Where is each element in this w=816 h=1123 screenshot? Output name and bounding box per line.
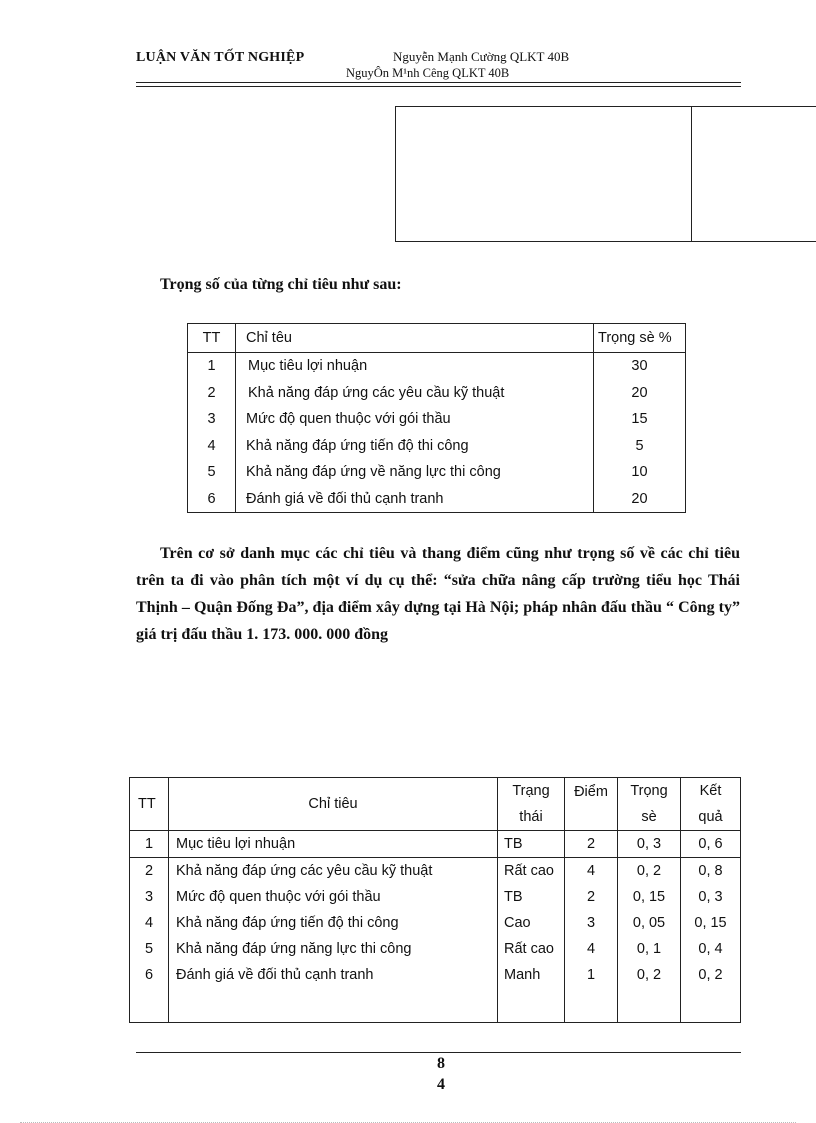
cell-result: 0, 15 — [694, 915, 727, 931]
table-row — [188, 486, 686, 513]
cell-name: Khả năng đáp ứng các yêu cầu kỹ thuật — [169, 858, 498, 885]
cell-empty — [565, 988, 618, 1023]
table-row — [188, 380, 686, 407]
cell-name: Khả năng đáp ứng tiến độ thi công — [169, 910, 498, 936]
header-author: Nguyễn Mạnh Cường QLKT 40B — [393, 49, 570, 64]
cell-tt: 4 — [130, 910, 169, 936]
col-state-header-line2: thái — [498, 804, 565, 831]
cell-weight: 0, 2 — [618, 858, 681, 885]
cell-empty — [498, 988, 565, 1023]
table-row — [188, 433, 686, 460]
table-row — [130, 831, 741, 858]
cell-result: 0, 6 — [681, 831, 741, 858]
cell-score: 4 — [565, 936, 618, 962]
cell-name: Khả năng đáp ứng các yêu cầu kỹ thuật — [236, 380, 594, 407]
cell-state: Cao — [498, 910, 565, 936]
col-state-header-line1: Trạng — [498, 778, 565, 805]
cell-weight: 20 — [631, 490, 648, 507]
table-row — [188, 406, 686, 433]
cell-empty — [618, 988, 681, 1023]
cell-state: Rất cao — [498, 936, 565, 962]
cell-state: TB — [498, 831, 565, 858]
col-result-header-line2: quả — [698, 809, 723, 825]
cell-tt: 2 — [188, 380, 236, 407]
col-tt-header: TT — [188, 324, 236, 353]
col-name-header: Chỉ têu — [236, 324, 594, 353]
weights-table — [187, 323, 686, 513]
cell-name: Mức độ quen thuộc với gói thầu — [236, 406, 594, 433]
cell-tt: 5 — [130, 936, 169, 962]
cell-name: Đánh giá về đối thủ cạnh tranh — [169, 962, 498, 988]
cell-tt: 3 — [130, 884, 169, 910]
cell-weight: 15 — [631, 411, 648, 428]
cell-empty — [681, 988, 741, 1023]
cell-tt: 1 — [188, 353, 236, 380]
cell-weight: 0, 2 — [618, 962, 681, 988]
cell-tt: 6 — [130, 962, 169, 988]
cell-result: 0, 2 — [698, 967, 723, 983]
cell-weight: 5 — [635, 437, 644, 454]
cell-state: Manh — [498, 962, 565, 988]
cell-tt: 6 — [188, 486, 236, 513]
weights-intro: Trọng số của từng chỉ tiêu như sau: — [160, 276, 402, 293]
footer-rule — [136, 1052, 741, 1053]
cell-state: TB — [498, 884, 565, 910]
cell-score: 1 — [565, 962, 618, 988]
header-author-garbled: NguyÔn M¹nh Cêng QLKT 40B — [346, 66, 510, 80]
eval-table-header — [130, 778, 741, 805]
cell-tt: 3 — [188, 406, 236, 433]
table-row — [130, 858, 741, 885]
cell-tt: 5 — [188, 459, 236, 486]
cell-name: Mục tiêu lợi nhuận — [236, 353, 594, 380]
cell-state: Rất cao — [498, 858, 565, 885]
page-number: 8 — [437, 1055, 445, 1072]
col-score-header: Điểm — [565, 778, 618, 831]
col-weight-header-line2: sè — [618, 804, 681, 831]
cell-weight: 0, 3 — [618, 831, 681, 858]
table-row — [130, 962, 741, 988]
header-rule — [136, 82, 741, 83]
cell-result: 0, 3 — [698, 889, 723, 905]
cell-result: 0, 8 — [698, 863, 723, 879]
cell-name: Khả năng đáp ứng tiến độ thi công — [236, 433, 594, 460]
cell-tt: 1 — [130, 831, 169, 858]
table-row-empty — [130, 988, 741, 1023]
cell-result: 0, 4 — [698, 941, 723, 957]
col-result-header-line1: Kết — [699, 783, 722, 799]
cell-weight: 30 — [631, 358, 648, 375]
cell-score: 2 — [565, 831, 618, 858]
col-weight-header: Trọng sè % — [594, 324, 686, 353]
table-row — [130, 910, 741, 936]
header-rule-thick — [136, 86, 741, 87]
weights-table-header — [188, 324, 686, 353]
cell-weight: 20 — [631, 384, 648, 401]
cell-empty — [130, 988, 169, 1023]
table-continuation-divider — [691, 106, 692, 242]
cell-weight: 0, 1 — [618, 936, 681, 962]
cell-name: Đánh giá về đối thủ cạnh tranh — [236, 486, 594, 513]
header-title: LUẬN VĂN TỐT NGHIỆP — [136, 50, 305, 65]
cell-name: Mục tiêu lợi nhuận — [169, 831, 498, 858]
cell-tt: 4 — [188, 433, 236, 460]
cell-weight: 0, 05 — [618, 910, 681, 936]
evaluation-table — [129, 777, 741, 1023]
cell-weight: 10 — [631, 464, 648, 481]
page-number-secondary: 4 — [437, 1076, 445, 1093]
cell-score: 2 — [565, 884, 618, 910]
table-row — [130, 884, 741, 910]
col-tt-header: TT — [130, 778, 169, 831]
table-row — [130, 936, 741, 962]
col-weight-header-line1: Trọng — [618, 778, 681, 805]
table-row — [188, 459, 686, 486]
cell-name: Khả năng đáp ứng về năng lực thi công — [236, 459, 594, 486]
col-name-header: Chỉ tiêu — [169, 778, 498, 831]
cell-score: 3 — [565, 910, 618, 936]
table-continuation-box — [395, 106, 816, 242]
table-row — [188, 353, 686, 380]
cell-empty — [169, 988, 498, 1023]
cell-name: Khả năng đáp ứng năng lực thi công — [169, 936, 498, 962]
cell-name: Mức độ quen thuộc với gói thầu — [169, 884, 498, 910]
cell-weight: 0, 15 — [618, 884, 681, 910]
analysis-paragraph: Trên cơ sở danh mục các chỉ tiêu và thang điểm cũng như trọng số về các chỉ tiêu trên ta đi vào phân tích một ví dụ cụ thể: “sửa chữa nâng cấp trường tiểu học Thái Thịnh – Quận Đống Đa”, địa điểm xây dựng tại Hà Nội; pháp nhân đấu thầu “ Công ty” giá trị đấu thầu 1. 173. 000. 000 đồng — [136, 545, 740, 643]
cell-tt: 2 — [130, 858, 169, 885]
cell-score: 4 — [565, 858, 618, 885]
